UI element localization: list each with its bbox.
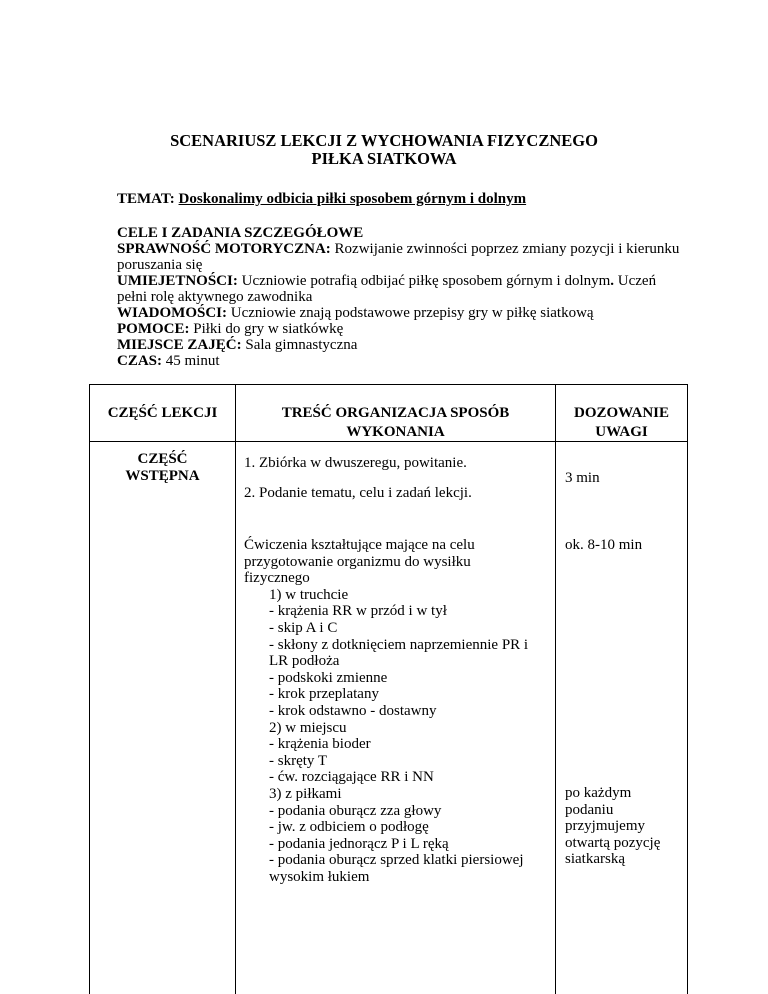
note-line: po każdym <box>565 785 632 801</box>
knowledge-value: Uczniowie znają podstawowe przepisy gry w piłkę siatkową <box>227 305 594 321</box>
topic-label: TEMAT: <box>117 191 175 207</box>
content-item: wysokim łukiem <box>269 868 370 885</box>
time-label: CZAS: <box>117 353 163 369</box>
skills-value-b: Uczeń <box>614 273 657 289</box>
skills-line-2: pełni rolę aktywnego zawodnika <box>117 289 313 305</box>
part-cell <box>90 451 235 485</box>
col-header-dose <box>556 404 687 442</box>
skills-value: Uczniowie potrafią odbijać piłkę sposobem górnym i dolnym <box>237 273 611 289</box>
exercise-block <box>244 537 549 885</box>
content-item: - podania oburącz sprzed klatki piersiowej <box>269 852 524 869</box>
content-item: 2. Podanie tematu, celu i zadań lekcji. <box>244 485 472 501</box>
col-header-part: CZĘŚĆ LEKCJI <box>107 405 218 421</box>
skills-line <box>117 273 656 289</box>
place-value: Sala gimnastyczna <box>241 337 358 353</box>
content-item: - skręty T <box>269 752 328 769</box>
content-item: fizycznego <box>244 570 310 587</box>
knowledge-line <box>117 305 594 321</box>
notes-block <box>565 785 660 868</box>
content-item: - krok przeplatany <box>269 686 379 703</box>
col-header-content-2: WYKONANIA <box>346 424 445 440</box>
page-title-line-1: SCENARIUSZ LEKCJI Z WYCHOWANIA FIZYCZNEGO <box>170 131 598 150</box>
dose-exercises: ok. 8-10 min <box>565 537 643 553</box>
content-item: - podskoki zmienne <box>269 669 388 686</box>
content-item: - podania jednorącz P i L ręką <box>269 835 449 852</box>
skills-label: UMIEJETNOŚCI: <box>117 273 238 289</box>
place-line <box>117 337 357 353</box>
content-item: 1) w truchcie <box>269 586 349 603</box>
topic-line <box>117 191 526 207</box>
dose-intro: 3 min <box>565 470 600 486</box>
content-item: - skip A i C <box>269 619 338 636</box>
content-item: Ćwiczenia kształtujące mające na celu <box>244 537 475 553</box>
content-item: - ćw. rozciągające RR i NN <box>269 769 434 786</box>
col-header-dose-1: DOZOWANIE <box>573 405 670 421</box>
col-header-content <box>236 404 555 442</box>
content-item: - krok odstawno - dostawny <box>269 702 437 719</box>
page-title-line-2: PIŁKA SIATKOWA <box>311 149 457 168</box>
content-item: - jw. z odbiciem o podłogę <box>269 819 429 836</box>
note-line: siatkarską <box>565 851 625 868</box>
content-item: LR podłoża <box>269 653 340 670</box>
col-header-dose-2: UWAGI <box>595 424 648 440</box>
motor-line-2: poruszania się <box>117 257 203 273</box>
place-label: MIEJSCE ZAJĘĆ: <box>117 337 242 353</box>
aids-value: Piłki do gry w siatkówkę <box>189 321 344 337</box>
motor-line <box>117 241 679 257</box>
content-item: przygotowanie organizmu do wysiłku <box>244 553 471 570</box>
table-divider-1 <box>235 384 236 994</box>
motor-value: Rozwijanie zwinności poprzez zmiany pozycji i kierunku <box>330 241 680 257</box>
goals-heading: CELE I ZADANIA SZCZEGÓŁOWE <box>117 225 364 241</box>
content-item: - podania oburącz zza głowy <box>269 802 442 819</box>
topic-value: Doskonalimy odbicia piłki sposobem górnym i dolnym <box>178 191 527 207</box>
aids-line <box>117 321 343 337</box>
content-item: 2) w miejscu <box>269 719 347 736</box>
content-item: 1. Zbiórka w dwuszeregu, powitanie. <box>244 455 467 471</box>
content-item: - skłony z dotknięciem naprzemiennie PR i <box>269 636 529 653</box>
content-item: - krążenia RR w przód i w tył <box>269 603 447 620</box>
part-label-2: WSTĘPNA <box>125 468 200 484</box>
note-line: otwartą pozycję <box>565 834 661 851</box>
note-line: podaniu <box>565 801 614 818</box>
time-value: 45 minut <box>162 353 220 369</box>
table-divider-2 <box>555 384 556 994</box>
part-label-1: CZĘŚĆ <box>137 451 188 467</box>
motor-label: SPRAWNOŚĆ MOTORYCZNA: <box>117 241 331 257</box>
content-item: - krążenia bioder <box>269 736 371 753</box>
knowledge-label: WIADOMOŚCI: <box>117 305 228 321</box>
note-line: przyjmujemy <box>565 818 645 835</box>
col-header-content-1: TREŚĆ ORGANIZACJA SPOSÓB <box>281 405 510 421</box>
time-line <box>117 353 220 369</box>
skills-dot: . <box>610 273 615 289</box>
aids-label: POMOCE: <box>117 321 190 337</box>
content-item: 3) z piłkami <box>269 785 342 802</box>
